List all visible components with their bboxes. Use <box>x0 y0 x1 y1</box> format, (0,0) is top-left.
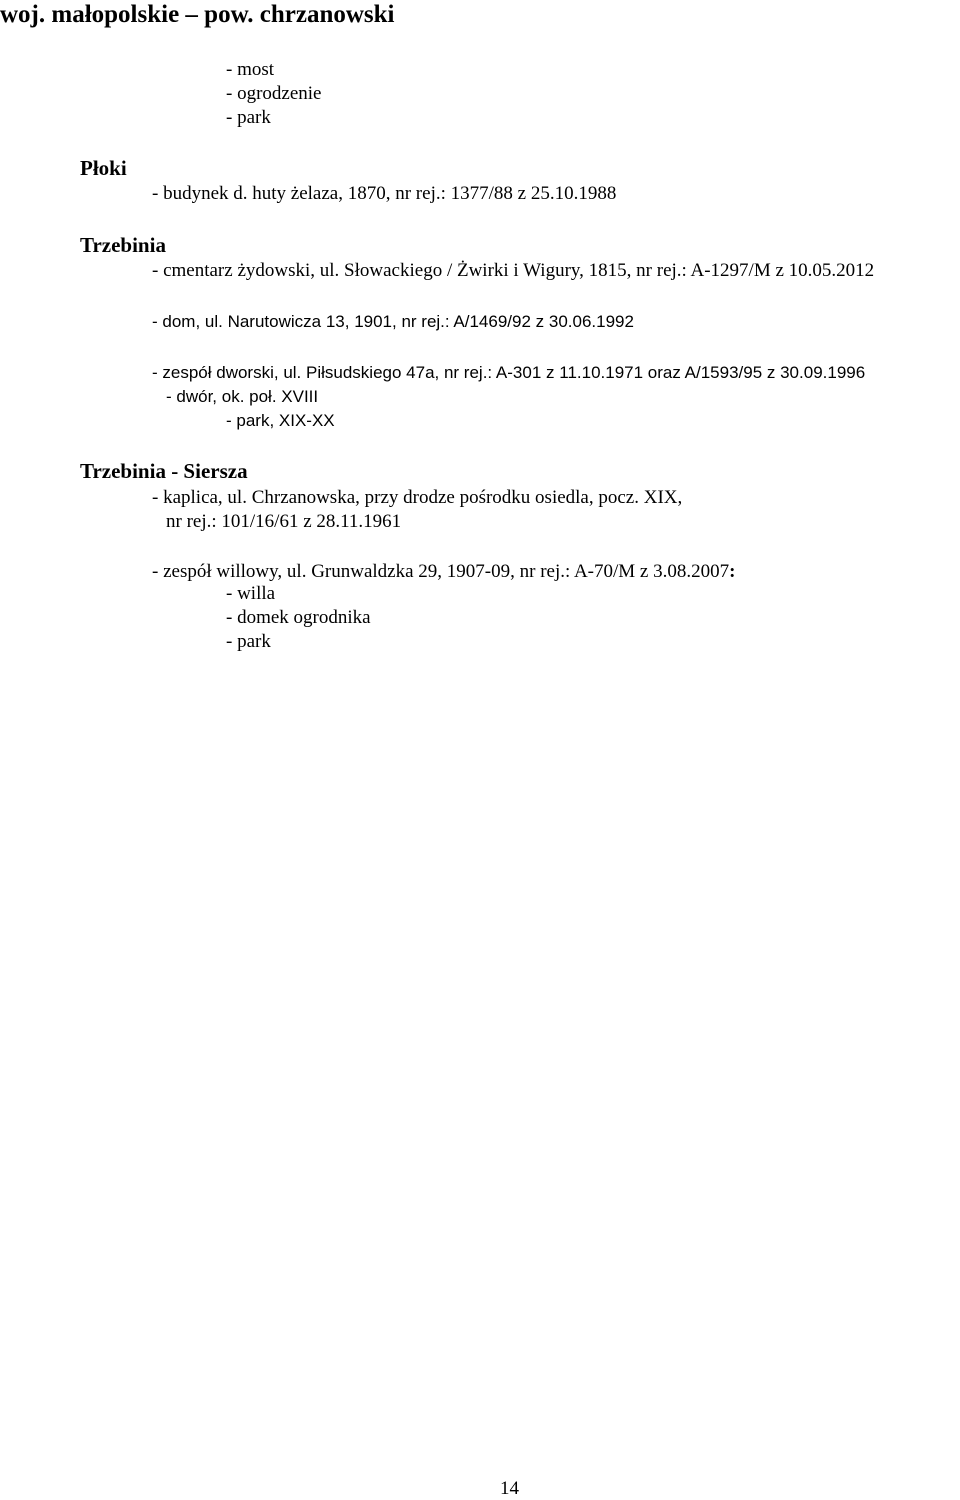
entry-siersza-kaplica: - kaplica, ul. Chrzanowska, przy drodze pośrodku osiedla, pocz. XIX, <box>152 487 683 508</box>
entry-siersza-zespol-willowy-colon: : <box>729 561 736 582</box>
entry-trzebinia-dwor: - dwór, ok. poł. XVIII <box>166 387 319 406</box>
entry-siersza-willa: - willa <box>226 583 276 604</box>
list-item-park: - park <box>226 107 271 128</box>
entry-siersza-kaplica-rej: nr rej.: 101/16/61 z 28.11.1961 <box>166 511 402 532</box>
entry-trzebinia-cmentarz: - cmentarz żydowski, ul. Słowackiego / Żwirki i Wigury, 1815, nr rej.: A-1297/M z 10.05.2012 <box>152 260 875 281</box>
entry-siersza-park: - park <box>226 631 271 652</box>
entry-trzebinia-dom: - dom, ul. Narutowicza 13, 1901, nr rej.: A/1469/92 z 30.06.1992 <box>152 312 634 331</box>
entry-siersza-domek-ogrodnika: - domek ogrodnika <box>226 607 371 628</box>
town-heading-ploki: Płoki <box>80 156 127 180</box>
town-heading-siersza: Trzebinia - Siersza <box>80 459 248 483</box>
list-item-ogrodzenie: - ogrodzenie <box>226 83 322 104</box>
town-heading-trzebinia: Trzebinia <box>80 233 166 257</box>
page-header: woj. małopolskie – pow. chrzanowski <box>0 1 395 28</box>
entry-ploki-huta: - budynek d. huty żelaza, 1870, nr rej.: 1377/88 z 25.10.1988 <box>152 183 617 204</box>
entry-trzebinia-zespol-dworski: - zespół dworski, ul. Piłsudskiego 47a, nr rej.: A-301 z 11.10.1971 oraz A/1593/95 z 30.09.1996 <box>152 363 866 382</box>
list-item-most: - most <box>226 59 275 80</box>
entry-siersza-zespol-willowy-text: - zespół willowy, ul. Grunwaldzka 29, 1907-09, nr rej.: A-70/M z 3.08.2007 <box>152 561 730 582</box>
entry-trzebinia-park: - park, XIX-XX <box>226 411 335 430</box>
entry-siersza-zespol-willowy <box>152 560 735 584</box>
page-number: 14 <box>500 1478 519 1499</box>
